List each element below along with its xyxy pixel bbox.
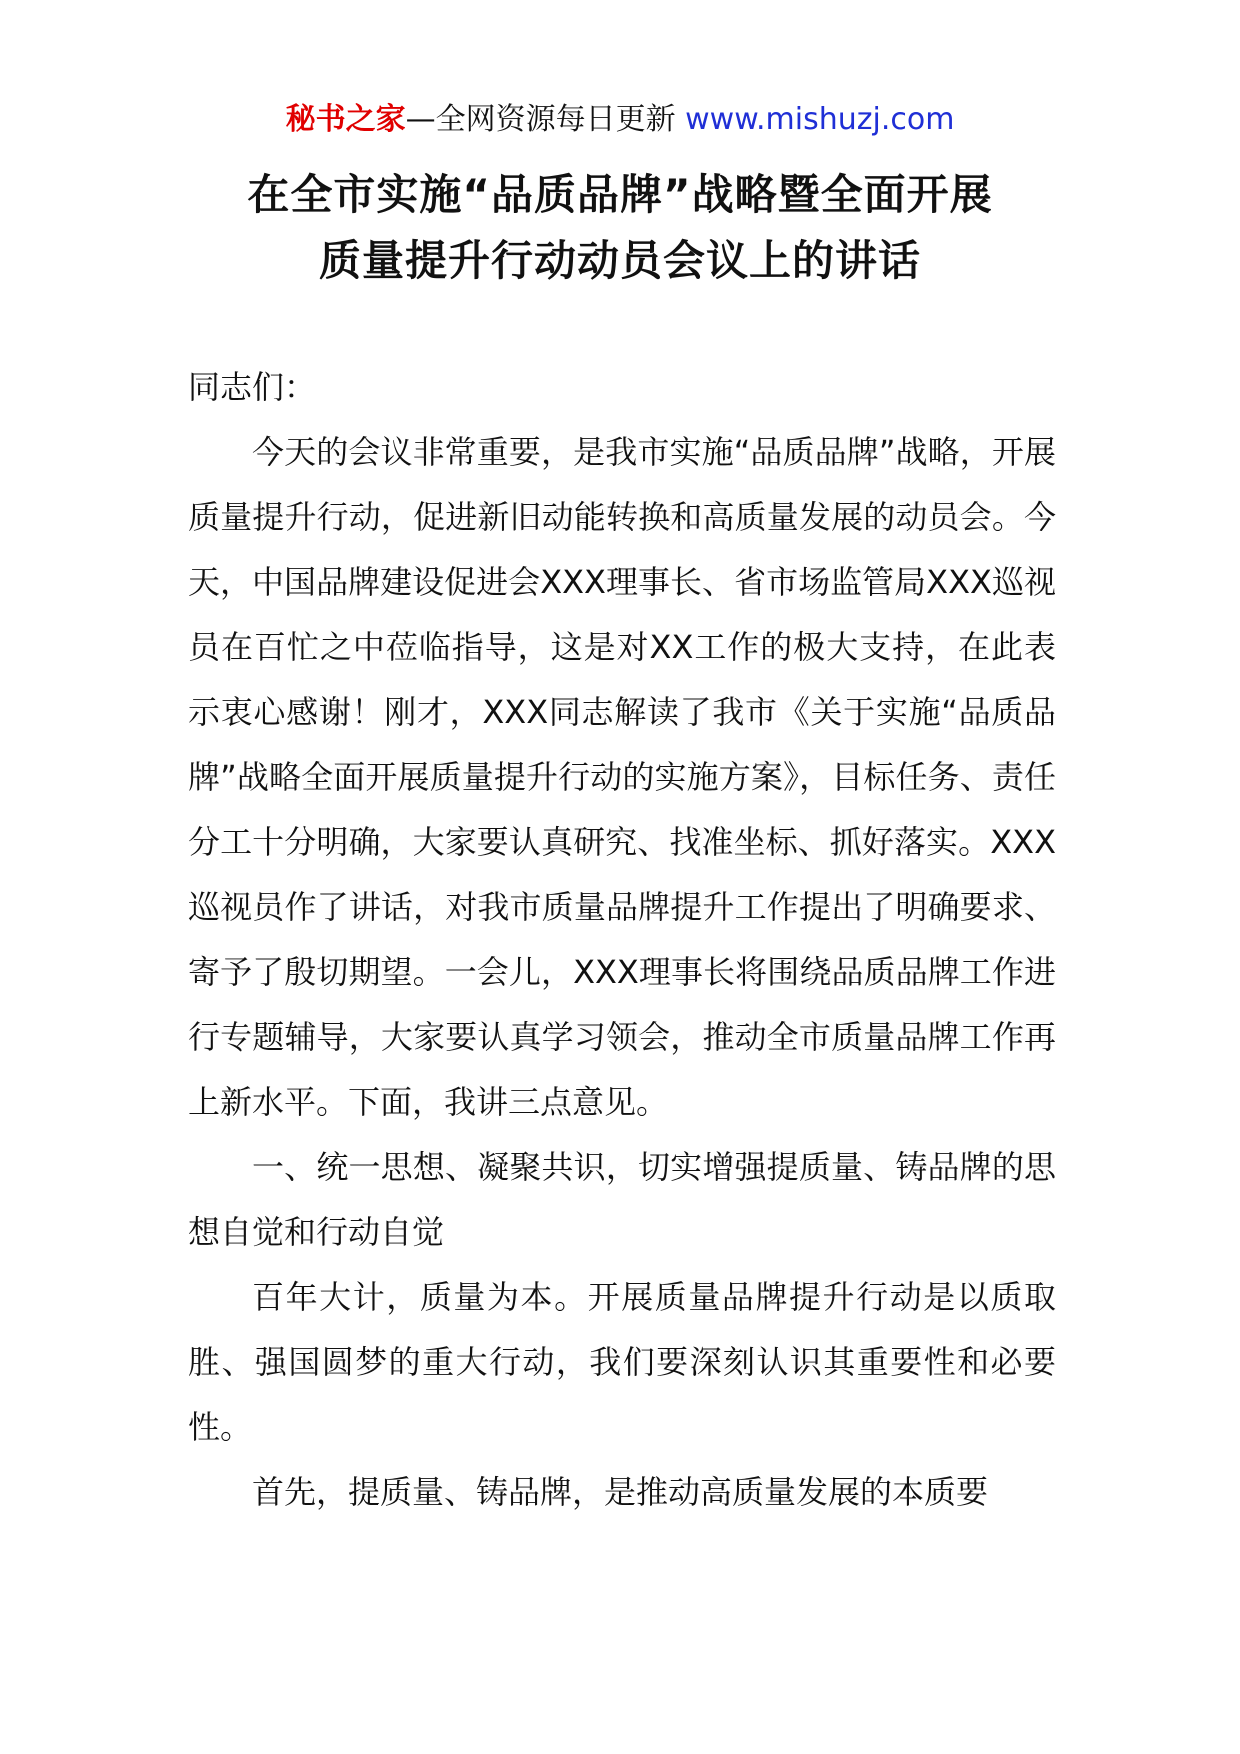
site-url[interactable]: www.mishuzj.com bbox=[685, 102, 955, 137]
document-body bbox=[188, 355, 1056, 1525]
title-line-1: 在全市实施“品质品牌”战略暨全面开展 bbox=[247, 170, 993, 219]
paragraph-3: 首先，提质量、铸品牌，是推动高质量发展的本质要 bbox=[252, 1473, 989, 1511]
paragraph-1: 今天的会议非常重要，是我市实施“品质品牌”战略，开展质量提升行动，促进新旧动能转换和高质量发展的动员会。今天，中国品牌建设促进会XXX理事长、省市场监管局XXX巡视员在百忙之中莅临指导，这是对XX工作的极大支持，在此表示衷心感谢！刚才，XXX同志解读了我市《关于实施“品质品牌”战略全面开展质量提升行动的实施方案》，目标任务、责任分工十分明确，大家要认真研究、找准坐标、抓好落实。XXX巡视员作了讲话，对我市质量品牌提升工作提出了明确要求、寄予了殷切期望。一会儿，XXX理事长将围绕品质品牌工作进行专题辅导，大家要认真学习领会，推动全市质量品牌工作再上新水平。下面，我讲三点意见。 bbox=[188, 433, 1056, 1121]
title-line-2: 质量提升行动动员会议上的讲话 bbox=[318, 236, 921, 285]
header-tagline: —全网资源每日更新 bbox=[405, 102, 686, 137]
site-header bbox=[0, 98, 1240, 142]
salutation: 同志们： bbox=[188, 368, 317, 406]
paragraph-2: 百年大计，质量为本。开展质量品牌提升行动是以质取胜、强国圆梦的重大行动，我们要深刻认识其重要性和必要性。 bbox=[188, 1278, 1056, 1446]
brand-name: 秘书之家 bbox=[285, 102, 406, 137]
section-heading-1: 一、统一思想、凝聚共识，切实增强提质量、铸品牌的思想自觉和行动自觉 bbox=[188, 1148, 1056, 1251]
document-title bbox=[140, 162, 1100, 294]
